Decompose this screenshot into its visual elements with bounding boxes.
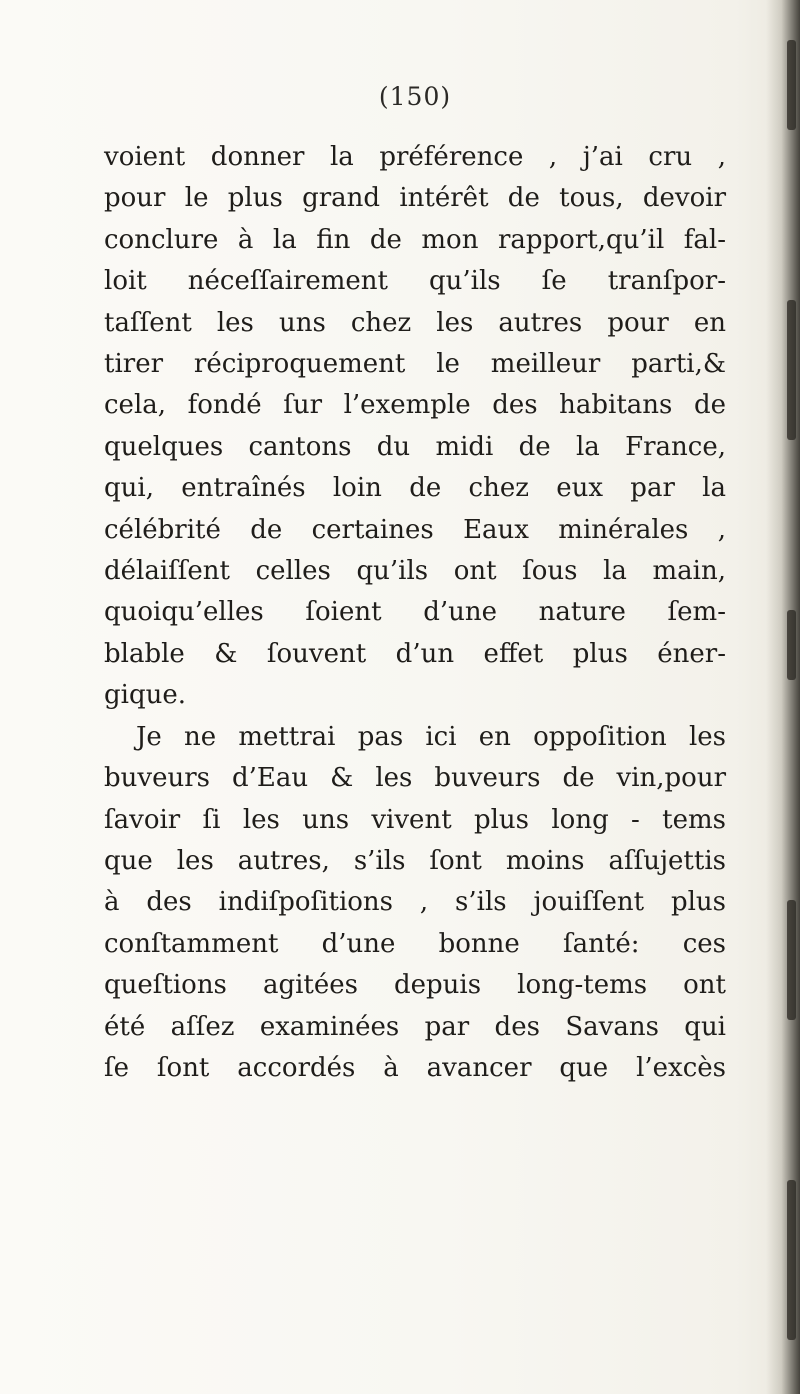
- edge-speck: [787, 900, 796, 1020]
- page-number: (150): [378, 82, 452, 111]
- text-line: délaiſſent celles qu’ils ont ſous la main,: [104, 556, 726, 587]
- text-line: queſtions agitées depuis long-tems ont: [104, 970, 726, 1001]
- text-line: été aſſez examinées par des Savans qui: [104, 1011, 726, 1042]
- text-line: pour le plus grand intérêt de tous, devoir: [104, 183, 726, 214]
- text-line: Je ne mettrai pas ici en oppoſition les: [136, 721, 726, 752]
- text-line: taſſent les uns chez les autres pour en: [104, 307, 726, 338]
- text-line: loit néceſſairement qu’ils ſe tranſpor-: [104, 266, 726, 297]
- edge-speck: [787, 1180, 796, 1340]
- text-line: que les autres, s’ils ſont moins aſſujettis: [104, 845, 726, 876]
- edge-speck: [787, 610, 796, 680]
- text-line: buveurs d’Eau & les buveurs de vin,pour: [104, 763, 726, 794]
- text-line: quoiqu’elles ſoient d’une nature ſem-: [104, 597, 726, 628]
- page-edge-shadow: [766, 0, 800, 1394]
- text-line: ſavoir ſi les uns vivent plus long - tems: [104, 804, 726, 835]
- text-line: qui, entraînés loin de chez eux par la: [104, 473, 726, 504]
- text-line: cela, fondé ſur l’exemple des habitans de: [104, 390, 726, 421]
- text-line: ſe ſont accordés à avancer que l’excès: [104, 1052, 726, 1083]
- text-line: gique.: [104, 680, 186, 711]
- text-line: blable & ſouvent d’un effet plus éner-: [104, 638, 726, 669]
- edge-speck: [787, 300, 796, 440]
- text-line: conſtamment d’une bonne ſanté: ces: [104, 928, 726, 959]
- body-text: [104, 137, 726, 1089]
- text-line: tirer réciproquement le meilleur parti,&: [104, 349, 726, 380]
- text-line: voient donner la préférence , j’ai cru ,: [104, 142, 726, 172]
- text-line: à des indiſpoſitions , s’ils jouiſſent plus: [104, 887, 726, 918]
- text-line: célébrité de certaines Eaux minérales ,: [104, 514, 726, 545]
- text-line: quelques cantons du midi de la France,: [104, 431, 726, 462]
- text-line: conclure à la fin de mon rapport,qu’il fal-: [104, 224, 726, 255]
